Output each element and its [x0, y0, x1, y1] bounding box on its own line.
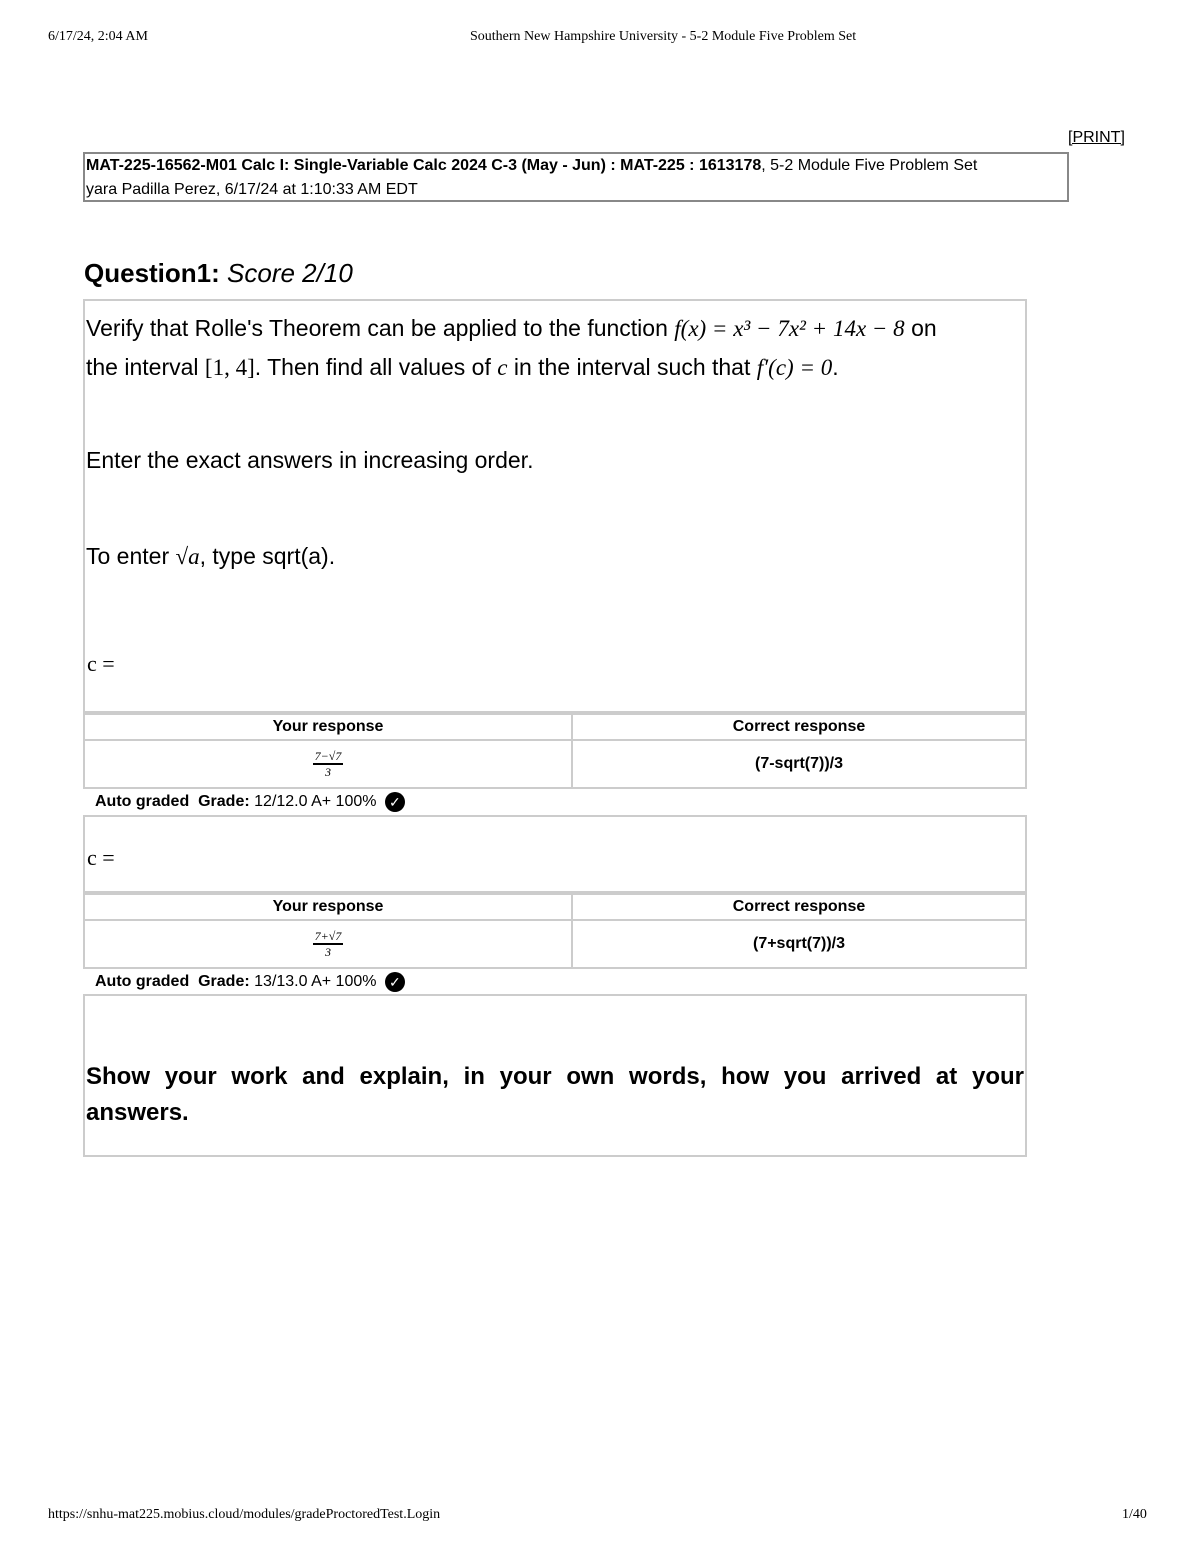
instruction-text: Enter the exact answers in increasing order. — [86, 447, 534, 473]
footer-url: https://snhu-mat225.mobius.cloud/modules/gradeProctoredTest.Login — [48, 1507, 441, 1522]
check-circle-icon: ✓ — [385, 972, 405, 992]
correct-response-header: Correct response — [572, 714, 1026, 740]
print-link[interactable]: [PRINT] — [1068, 129, 1125, 146]
question-statement: Verify that Rolle's Theorem can be applied to the function f(x) = x³ − 7x² + 14x − 8 on the interval [1, 4]. Then find all values of c in the interval such that f′(c) = 0. — [86, 315, 937, 380]
footer-page-number: 1/40 — [1122, 1507, 1147, 1522]
interval: [1, 4] — [204, 355, 255, 380]
grade-line-1: Auto graded Grade: 12/12.0 A+ 100% ✓ — [95, 792, 405, 812]
check-circle-icon: ✓ — [385, 792, 405, 812]
grade-line-2: Auto graded Grade: 13/13.0 A+ 100% ✓ — [95, 972, 405, 992]
correct-response-header: Correct response — [572, 894, 1026, 920]
question-score: Score 2/10 — [227, 258, 353, 288]
course-title: MAT-225-16562-M01 Calc I: Single-Variable Calc 2024 C-3 (May - Jun) : MAT-225 : 1613178 — [86, 157, 762, 174]
answer-box-2 — [83, 815, 1027, 893]
function-expression: f(x) = x³ − 7x² + 14x − 8 — [674, 316, 905, 341]
sqrt-symbol: √a — [175, 544, 200, 569]
your-response-cell — [84, 740, 572, 788]
your-response-header: Your response — [84, 714, 572, 740]
your-response-fraction: $\frac{7-√7}{3}$ — [314, 749, 342, 779]
course-info-box — [83, 152, 1069, 202]
your-response-header: Your response — [84, 894, 572, 920]
grade-value: 12/12.0 A+ 100% — [254, 793, 377, 811]
response-table-1 — [83, 713, 1027, 789]
show-work-prompt: Show your work and explain, in your own words, how you arrived at your answers. — [86, 1063, 1024, 1126]
grade-value: 13/13.0 A+ 100% — [254, 973, 377, 991]
sqrt-hint: To enter √a, type sqrt(a). — [86, 543, 336, 569]
c-equals-label: c = — [87, 845, 115, 870]
c-equals-label: c = — [87, 651, 115, 676]
derivative-condition: f′(c) = 0 — [756, 355, 833, 380]
your-response-cell — [84, 920, 572, 968]
student-line: yara Padilla Perez, 6/17/24 at 1:10:33 AM EDT — [86, 181, 418, 198]
correct-response-cell: (7+sqrt(7))/3 — [572, 920, 1026, 968]
question-box — [83, 299, 1027, 713]
correct-response-cell: (7-sqrt(7))/3 — [572, 740, 1026, 788]
response-table-2 — [83, 893, 1027, 969]
print-datetime: 6/17/24, 2:04 AM — [48, 29, 148, 44]
question-title — [84, 258, 353, 289]
question-label: Question1: — [84, 258, 220, 288]
assignment-name: , 5-2 Module Five Problem Set — [761, 157, 978, 174]
your-response-fraction: $\frac{7+√7}{3}$ — [314, 929, 342, 959]
print-page-title: Southern New Hampshire University - 5-2 Module Five Problem Set — [470, 29, 857, 44]
show-work-box — [83, 994, 1027, 1157]
